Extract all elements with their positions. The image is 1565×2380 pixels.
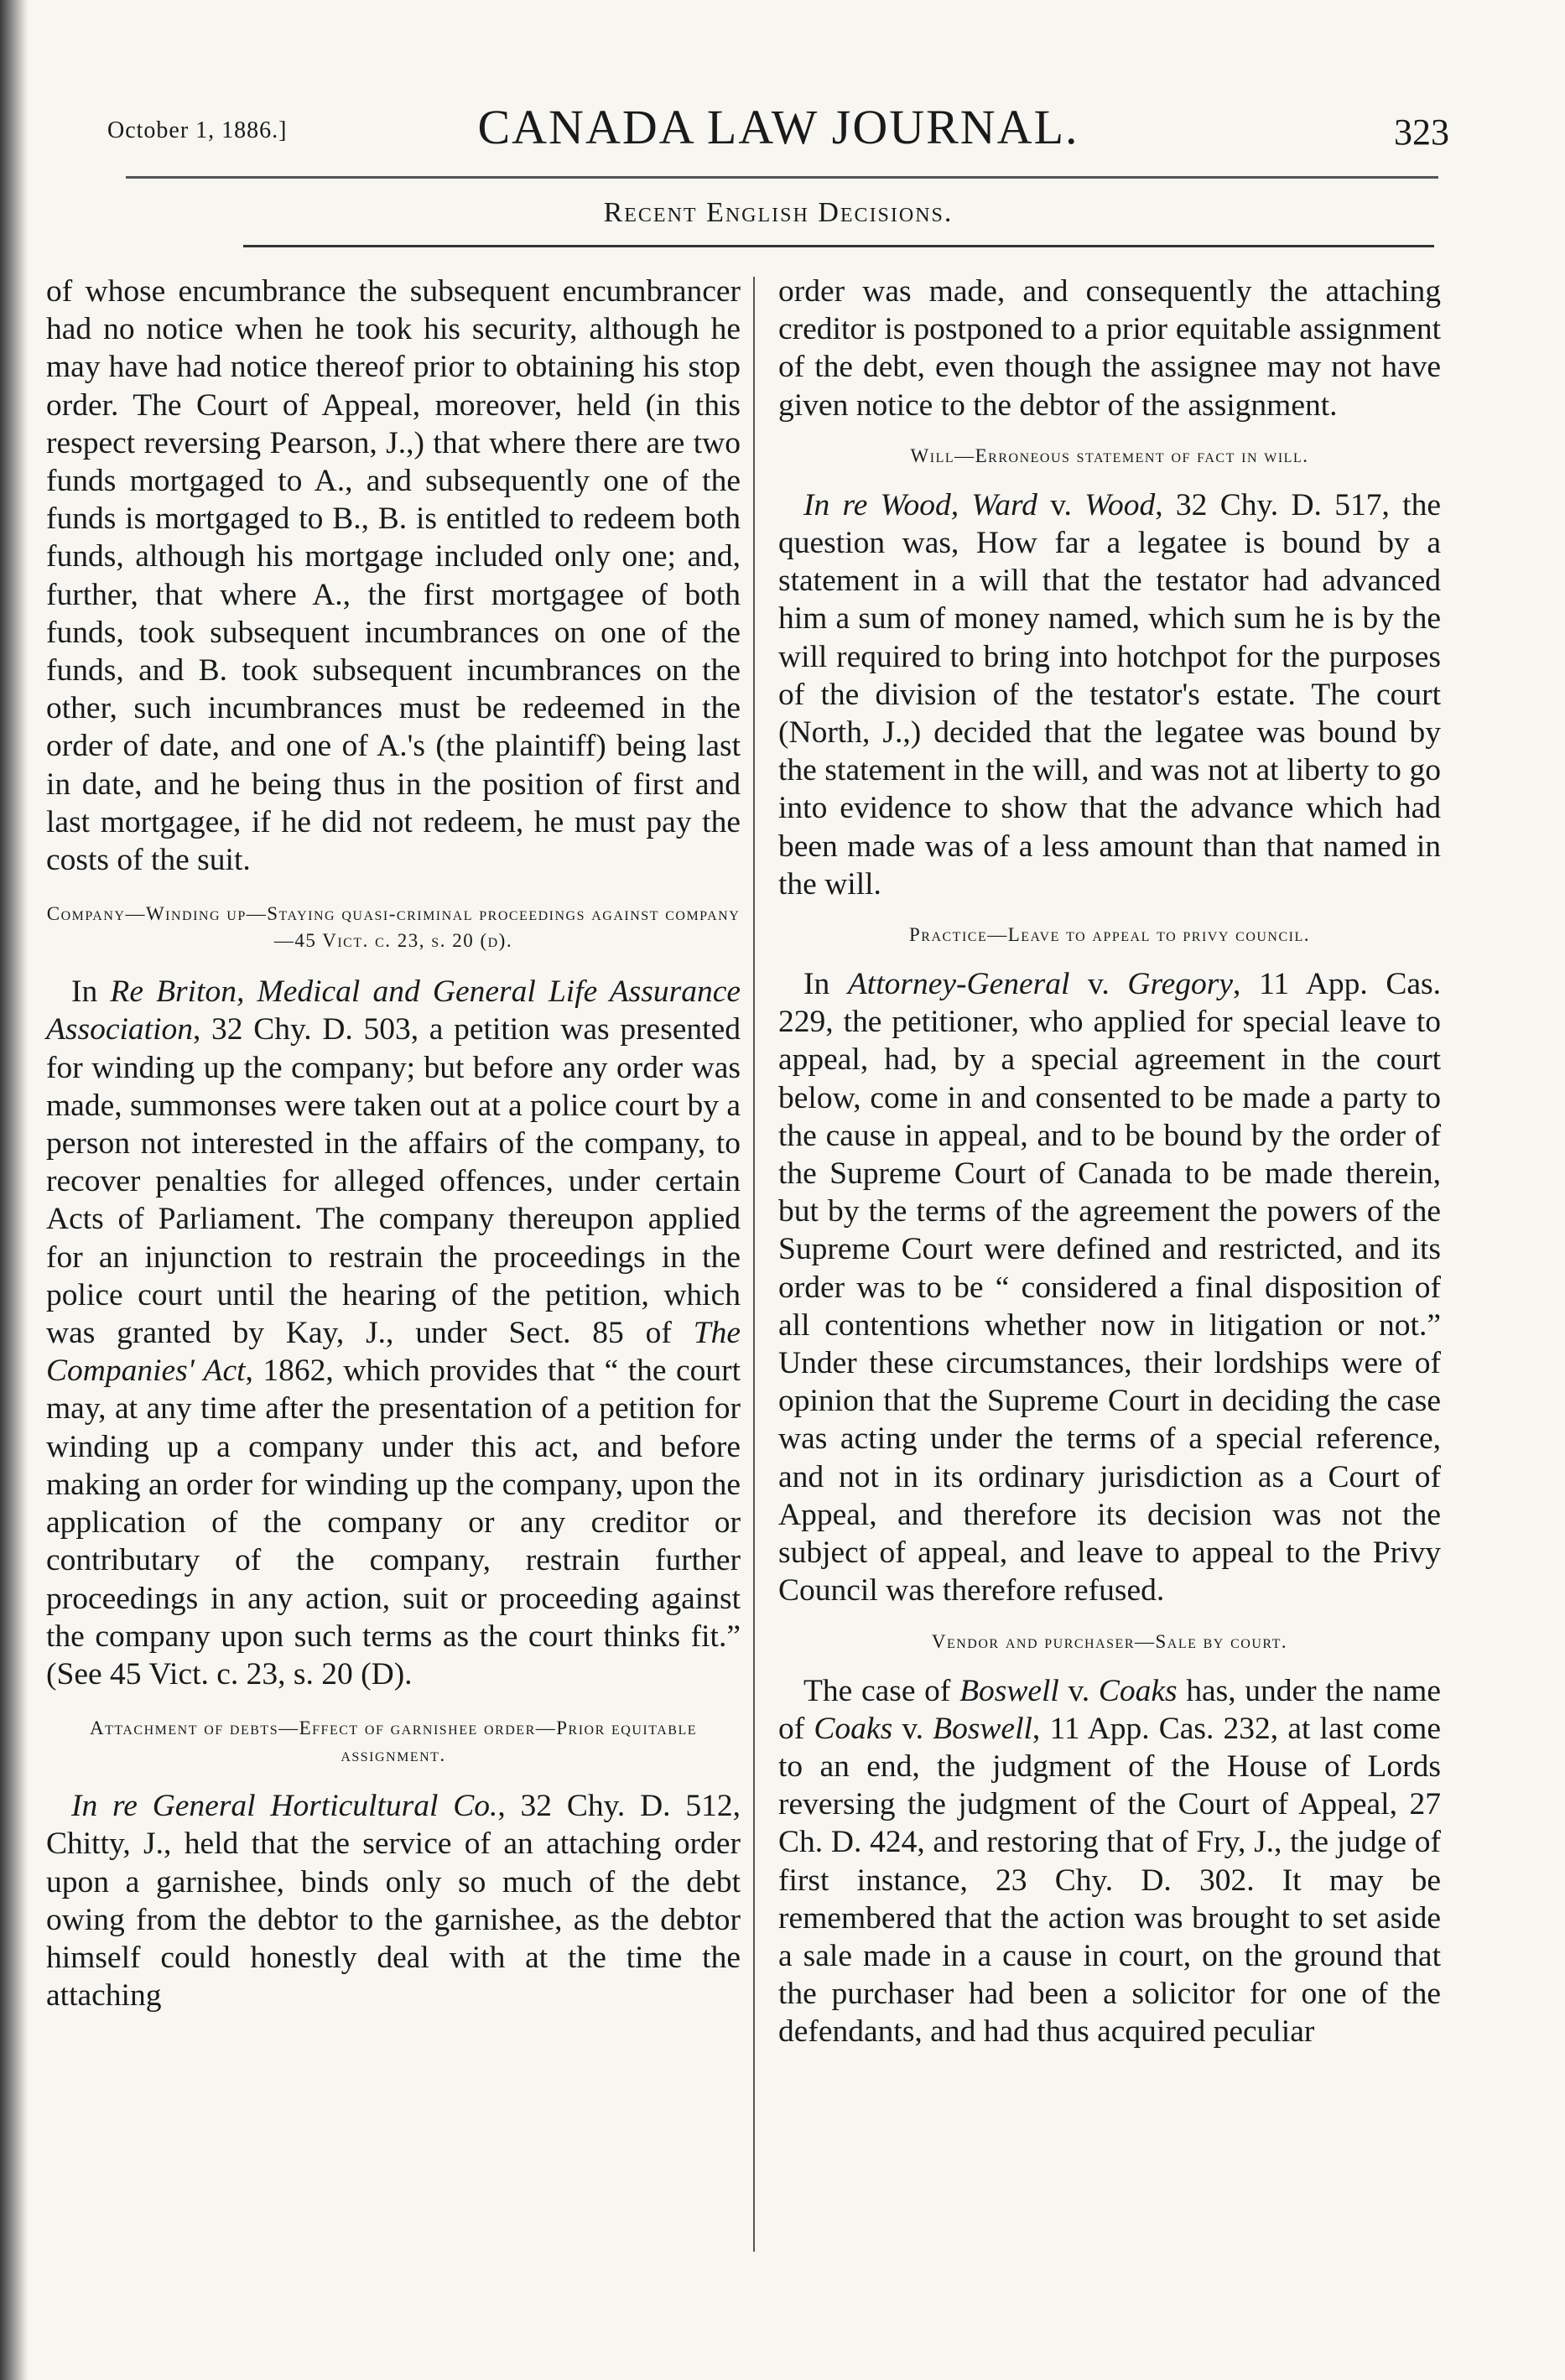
page-number: 323	[1394, 112, 1449, 153]
text-run: has, under the name of	[778, 1673, 1441, 1746]
paragraph: order was made, and consequently the attaching creditor is postponed to a prior equitable assignment of the debt, even though the assignee may not have given notice to the debtor of the assignment.	[778, 274, 1441, 423]
left-column	[46, 273, 741, 2014]
case-name: Wood	[1084, 487, 1156, 522]
text-run: , 11 App. Cas. 232, at last come to an end, the judgment of the House of Lords reversing the judgment of the Court of Appeal, 27 Ch. D. 424, and restoring that of Fry, J., the judge of first instance, 23 Chy. D. 302. It may be remembered that the action was brought to set aside a sale made in a cause in court, on the ground that the purchaser had been a solicitor for one of the defendants, and had thus acquired peculiar	[778, 1711, 1441, 2050]
case-heading: Will—Erroneous statement of fact in will.	[910, 444, 1309, 466]
text-run: In	[71, 974, 111, 1010]
case-heading: Vendor and purchaser—Sale by court.	[931, 1630, 1288, 1652]
text-run: v.	[1058, 1673, 1099, 1708]
text-run: v.	[892, 1711, 933, 1746]
case-heading: Company—Winding up—Staying quasi-criminal proceedings against company—45 Vict. c. 23, s. 20 (d).	[46, 903, 741, 952]
paragraph	[778, 1672, 1441, 2051]
case-name: Coaks	[814, 1711, 893, 1746]
text-run: v.	[1069, 967, 1128, 1002]
header-rule	[126, 176, 1438, 179]
text-run: , 32 Chy. D. 512, Chitty, J., held that the service of an attaching order upon a garnishee, binds only so much of the debt owing from the debtor to the garnishee, as the debtor himself could honestly deal with at the time the attaching	[46, 1789, 741, 2014]
case-heading: Practice—Leave to appeal to privy council.	[908, 924, 1311, 946]
text-run: v.	[1037, 487, 1085, 522]
text-run: , 11 App. Cas. 229, the petitioner, who applied for special leave to appeal, had, by a special agreement in the court below, come in and consented to be made a party to the cause in appeal, and to be bound by the order of the Supreme Court of Canada to be made therein, but by the terms of the agreement the powers of the Supreme Court were defined and restricted, and its order was to be “ considered a final disposition of all contentions whether now in litigation or not.” Under these circumstances, their lordships were of opinion that the Supreme Court in deciding the case was acting under the terms of a special reference, and not in its ordinary jurisdiction as a Court of Appeal, and therefore its decision was not the subject of appeal, and leave to appeal to the Privy Council was therefore refused.	[778, 967, 1441, 1608]
journal-title: CANADA LAW JOURNAL.	[477, 100, 1079, 154]
issue-date: October 1, 1886.]	[107, 117, 288, 143]
case-name: In re General Horticultural Co.	[71, 1789, 498, 1824]
case-heading: Attachment of debts—Effect of garnishee order—Prior equitable assignment.	[89, 1717, 697, 1766]
right-column	[778, 273, 1441, 2051]
case-name: Boswell	[959, 1673, 1059, 1708]
running-header	[107, 99, 1449, 166]
text-run: In	[803, 967, 848, 1002]
paragraph	[778, 965, 1441, 1609]
text-run: , 32 Chy. D. 517, the question was, How far a legatee is bound by a statement in a will that the testator had advanced him a sum of money named, which sum he is by the will required to bring into hotchpot for the purposes of the division of the testator's estate. The court (North, J.,) decided that the legatee was bound by the statement in the will, and was not at liberty to go into evidence to show that the advance which had been made was of a less amount than that named in the will.	[778, 487, 1441, 902]
text-run: , 1862, which provides that “ the court may, at any time after the presentation of a petition for winding up a company under this act, and before making an order for winding up the company, upon the application of the company or any creditor or contributary of the company, restrain further proceedings in any action, suit or proceeding against the company upon such terms as the court thinks fit.” (See 45 Vict. c. 23, s. 20 (D).	[46, 1354, 741, 1691]
paragraph	[46, 1787, 741, 2014]
text-run: , 32 Chy. D. 503, a petition was presented for winding up the company; but before any order was made, summonses were taken out at a police court by a person not interested in the affairs of the company, to recover penalties for alleged offences, under certain Acts of Parliament. The company thereupon applied for an injunction to restrain the proceedings in the police court until the hearing of the petition, which was granted by Kay, J., under Sect. 85 of	[46, 1012, 741, 1351]
page-binding-edge	[0, 0, 29, 2380]
case-name: Boswell	[933, 1711, 1032, 1746]
case-name: Coaks	[1098, 1673, 1178, 1708]
section-rule	[243, 245, 1434, 247]
case-name: Gregory	[1127, 967, 1234, 1002]
column-divider	[753, 277, 755, 2252]
case-name: Attorney-General	[847, 967, 1070, 1002]
text-run: The case of	[803, 1673, 960, 1708]
paragraph: of whose encumbrance the subsequent encumbrancer had no notice when he took his security, although he may have had notice thereof prior to obtaining his stop order. The Court of Appeal, moreover, held (in this respect reversing Pearson, J.,) that where there are two funds mortgaged to A., and subsequently one of the funds is mortgaged to B., B. is entitled to redeem both funds, although his mortgage included only one; and, further, that where A., the first mortgagee of both funds, took subsequent incumbrances on one of the funds, and B. took subsequent incumbrances on the other, such incumbrances must be redeemed in the order of date, and one of A.'s (the plaintiff) being last in date, and he being thus in the position of first and last mortgagee, if he did not redeem, he must pay the costs of the suit.	[46, 274, 741, 878]
case-name: Re Briton, Medical and General Life Assurance Association	[46, 974, 741, 1047]
paragraph	[778, 486, 1441, 903]
case-name: In re Wood, Ward	[803, 487, 1037, 522]
paragraph	[46, 973, 741, 1693]
act-name: The Companies' Act	[46, 1316, 741, 1389]
section-title: Recent English Decisions.	[603, 197, 954, 228]
